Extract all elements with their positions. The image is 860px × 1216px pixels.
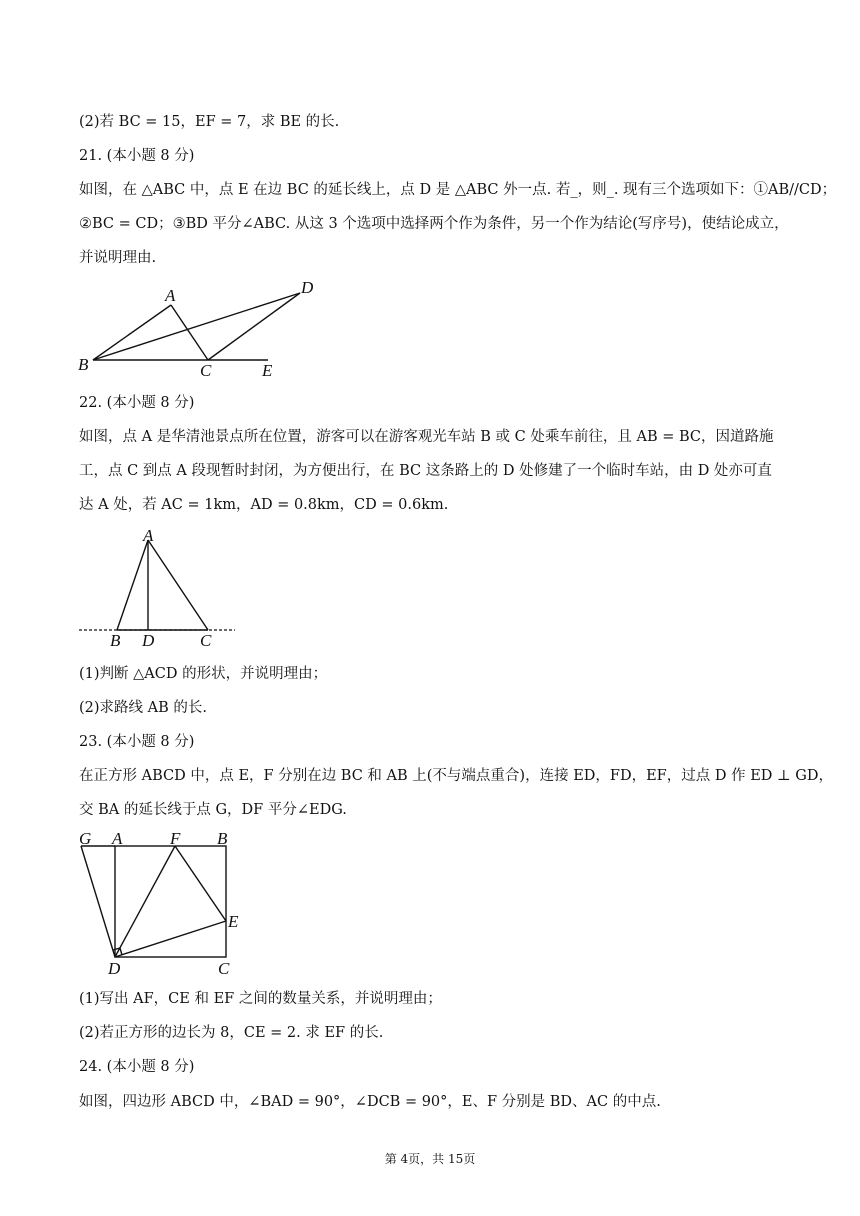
figure-21 (75, 275, 325, 385)
line-cd (208, 293, 300, 360)
label-d: D (301, 278, 314, 297)
text-line: 如图，在 △ABC 中，点 E 在边 BC 的延长线上，点 D 是 △ABC 外一点. 若_，则_. 现有三个选项如下：①AB//CD； (79, 182, 837, 198)
line-gd (81, 846, 115, 957)
figure-22 (75, 525, 245, 650)
line-bd (93, 293, 300, 360)
question-22-part1: (1)判断 △ACD 的形状，并说明理由； (79, 666, 328, 682)
label-c: C (218, 959, 230, 978)
text-line: 如图，点 A 是华清池景点所在位置，游客可以在游客观光车站 B 或 C 处乘车前往，且 AB = BC，因道路施 (79, 429, 774, 445)
line-ab (117, 540, 148, 630)
label-c: C (200, 361, 212, 380)
text-line: 工，点 C 到点 A 段现暂时封闭，为方便出行，在 BC 这条路上的 D 处修建了一个临时车站，由 D 处亦可直 (79, 463, 772, 479)
text-line: ②BC = CD；③BD 平分∠ABC. 从这 3 个选项中选择两个作为条件，另一个作为结论(写序号)，使结论成立， (79, 216, 789, 232)
label-a: A (143, 526, 154, 545)
question-22-heading: 22. (本小题 8 分) (79, 395, 195, 411)
label-b: B (217, 829, 228, 848)
text-line: (2)若 BC = 15，EF = 7，求 BE 的长. (79, 114, 340, 130)
label-f: F (170, 829, 181, 848)
label-e: E (262, 361, 273, 380)
line-fe (175, 846, 226, 921)
label-g: G (79, 829, 92, 848)
line-ba (93, 305, 171, 360)
text-line: 如图，四边形 ABCD 中，∠BAD = 90°，∠DCB = 90°，E、F 分别是 BD、AC 的中点. (79, 1094, 661, 1110)
question-23-heading: 23. (本小题 8 分) (79, 734, 195, 750)
text-line: 达 A 处，若 AC = 1km，AD = 0.8km，CD = 0.6km. (79, 497, 449, 513)
text-line: 交 BA 的延长线于点 G，DF 平分∠EDG. (79, 802, 347, 818)
question-22-part2: (2)求路线 AB 的长. (79, 700, 207, 716)
text-line: 并说明理由. (79, 250, 157, 266)
text-line: 在正方形 ABCD 中，点 E，F 分别在边 BC 和 AB 上(不与端点重合)，连接 ED，FD，EF，过点 D 作 ED ⊥ GD， (79, 768, 833, 784)
question-24-heading: 24. (本小题 8 分) (79, 1059, 195, 1075)
line-ac (148, 540, 208, 630)
label-b: B (110, 631, 121, 650)
question-23-part2: (2)若正方形的边长为 8，CE = 2. 求 EF 的长. (79, 1025, 384, 1041)
label-e: E (228, 912, 239, 931)
figure-23 (75, 826, 255, 978)
label-d: D (108, 959, 121, 978)
label-a: A (112, 829, 123, 848)
square-abcd (115, 846, 226, 957)
label-a: A (165, 286, 176, 305)
page-footer: 第 4页，共 15页 (384, 1152, 476, 1166)
label-d: D (142, 631, 155, 650)
label-c: C (200, 631, 212, 650)
label-b: B (78, 355, 89, 374)
question-23-part1: (1)写出 AF，CE 和 EF 之间的数量关系，并说明理由； (79, 991, 442, 1007)
question-21-heading: 21. (本小题 8 分) (79, 148, 195, 164)
